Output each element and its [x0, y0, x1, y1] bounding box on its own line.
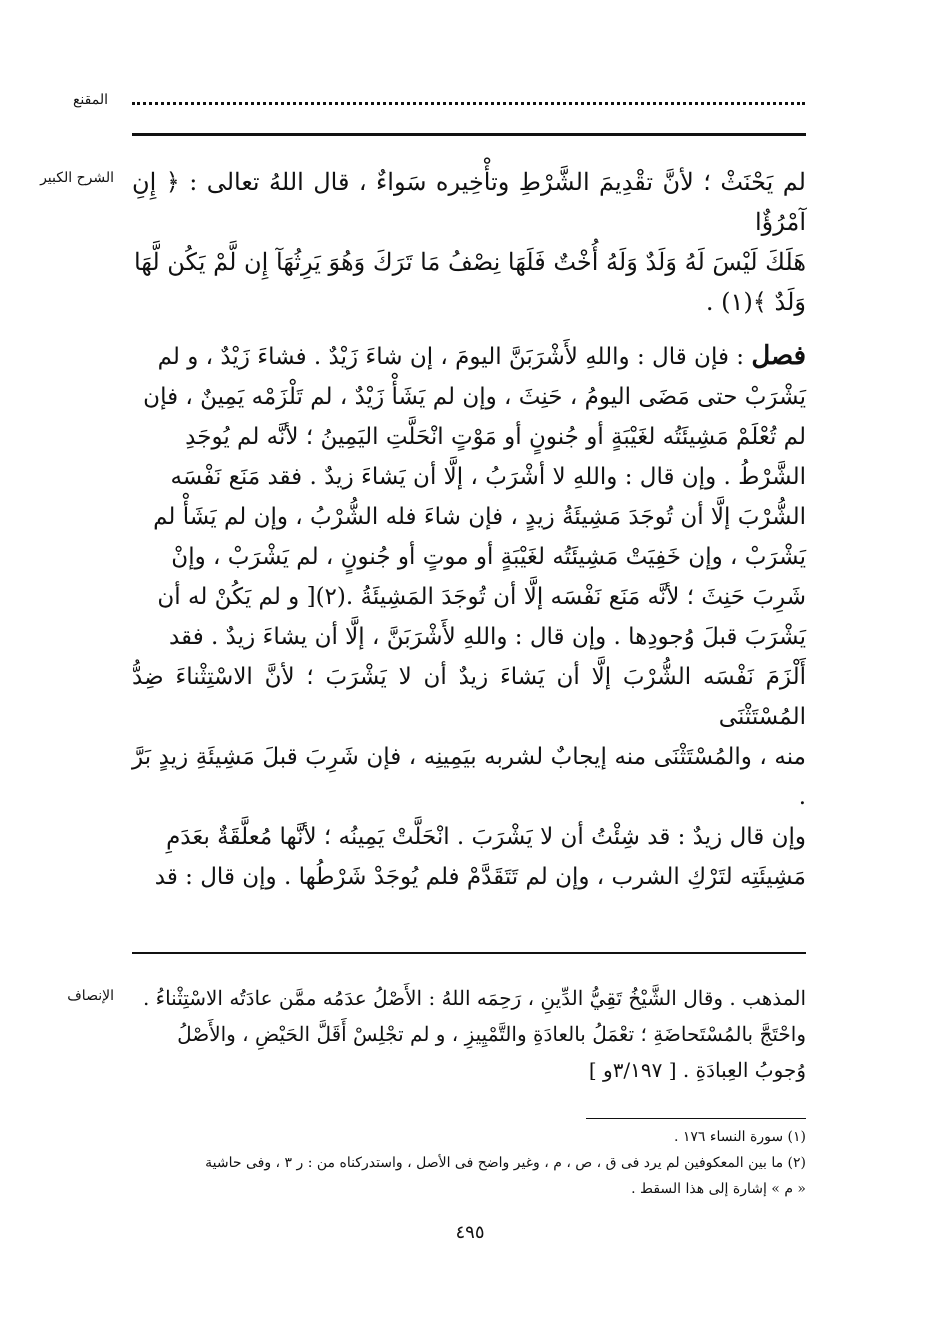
fasl-line: أَلْزَمَ نَفْسَه الشُّرْبَ إلَّا أن يَشاءَ زيدٌ أن لا يَشْرَبَ ؛ لأنَّ الاسْتِثْناءَ ضِدُّ المُسْتَثْنَى — [132, 664, 806, 730]
fasl-line: شَرِبَ حَنِثَ ؛ لأنَّه مَنَع نَفْسَه إلَّا أن تُوجَدَ المَشِيئَةُ .(٢)[ و لم يَكُنْ له أن — [157, 584, 806, 610]
fasl-text-block — [132, 336, 806, 897]
footnote-line: « م » إشارة إلى هذا السقط . — [631, 1181, 806, 1197]
insaf-side-label: الإنصاف — [67, 988, 114, 1004]
footnotes-block — [132, 1124, 806, 1202]
fasl-line: يَشْرَبْ ، وإن خَفِيَتْ مَشِيئَتُه لغَيْبَةٍ أو موتٍ أو جُنونٍ ، لم يَشْرَبْ ، وإنْ — [171, 544, 806, 570]
fasl-line: منه ، والمُسْتَثْنَى منه إيجابٌ لشربه بيَمِينِه ، فإن شَرِبَ قبلَ مَشِيئَةِ زيدٍ بَرَّ . — [132, 744, 806, 810]
footnote-rule — [586, 1118, 806, 1119]
fasl-line: يَشْرَبْ حتى مَضَى اليومُ ، حَنِثَ ، وإن لم يَشَأْ زَيْدٌ ، لم تَلْزَمْه يَمِينٌ ، فإن — [143, 384, 806, 410]
footnote-line: (٢) ما بين المعكوفين لم يرد فى ق ، ص ، م ، وغير واضح فى الأصل ، واستدركناه من : ر ٣ ، وفى حاشية — [205, 1155, 806, 1171]
insaf-text-block — [132, 980, 806, 1088]
fasl-line: يَشْرَبَ قبلَ وُجودِها . وإن قال : واللهِ لأَشْرَبَنَّ ، إلَّا أن يشاءَ زيدٌ . فقد — [168, 624, 806, 650]
fasl-line-first — [132, 336, 806, 377]
sharh-text-block — [132, 162, 806, 322]
sharh-line: هَلَكَ لَيْسَ لَهُ وَلَدٌ وَلَهُ أُخْتٌ فَلَهَا نِصْفُ مَا تَرَكَ وَهُوَ يَرِثُهَآ إِن لَّمْ يَكُن لَّهَا — [133, 248, 806, 276]
header-title: المقنع — [72, 92, 108, 108]
sharh-line: لم يَحْنَثْ ؛ لأنَّ تقْدِيمَ الشَّرْطِ وتأْخِيره سَواءٌ ، قال اللهُ تعالى : ﴿ إِنِ آمْرُؤٌا — [132, 168, 806, 236]
insaf-line: وُجوبُ العِبادَةِ . [ ٣/١٩٧و ] — [588, 1058, 806, 1082]
header-dotted-leader — [132, 96, 805, 105]
page-number: ٤٩٥ — [455, 1222, 485, 1243]
header-rule — [132, 133, 806, 136]
fasl-line: الشُّرْبَ إلَّا أن تُوجَدَ مَشِيئَةُ زيدٍ ، فإن شاءَ فله الشُّرْبُ ، وإن لم يَشَأْ لم — [153, 504, 806, 530]
fasl-line: لم تُعْلَمْ مَشِيئَتُه لغَيْبَةٍ أو جُنونٍ أو مَوْتٍ انْحَلَّتِ اليَمِينُ ؛ لأنَّه لم يُوجَدِ — [185, 424, 806, 450]
insaf-line: المذهب . وقال الشَّيْخُ تَقِيُّ الدِّينِ ، رَحِمَه اللهُ : الأَصْلُ عدَمُه ممَّن عادَتُه الاسْتِثْناءُ . — [142, 986, 806, 1010]
fasl-line: الشَّرْطُ . وإن قال : واللهِ لا أشْرَبُ ، إلَّا أن يَشاءَ زيدٌ . فقد مَنَع نَفْسَه — [170, 464, 806, 490]
sharh-side-label: الشرح الكبير — [40, 170, 114, 186]
fasl-line: وإن قال زيدٌ : قد شِئْتُ أن لا يَشْرَبَ . انْحَلَّتْ يَمِينُه ؛ لأنَّها مُعلَّقَةٌ بعَدَمِ — [166, 824, 806, 850]
fasl-line: مَشِيئَتِه لتَرْكِ الشرب ، وإن لم تَتَقَدَّمْ فلم يُوجَدْ شَرْطُها . وإن قال : قد — [154, 864, 806, 890]
footnote-line: (١) سورة النساء ١٧٦ . — [673, 1129, 806, 1145]
fasl-line: : فإن قال : واللهِ لأَشْرَبَنَّ اليومَ ، إن شاءَ زَيْدٌ . فشاءَ زَيْدٌ ، و لم — [157, 344, 745, 370]
insaf-line: واحْتَجَّ بالمُسْتَحاضَةِ ؛ تعْمَلُ بالعادَةِ والتَّمْيِيزِ ، و لم تجْلِسْ أَقَلَّ الحَيْضِ ، والأَصْلُ — [177, 1022, 806, 1046]
sharh-line: وَلَدٌ ﴾(١) . — [705, 288, 806, 316]
section-divider — [132, 952, 806, 954]
fasl-heading: فصل — [751, 341, 806, 371]
